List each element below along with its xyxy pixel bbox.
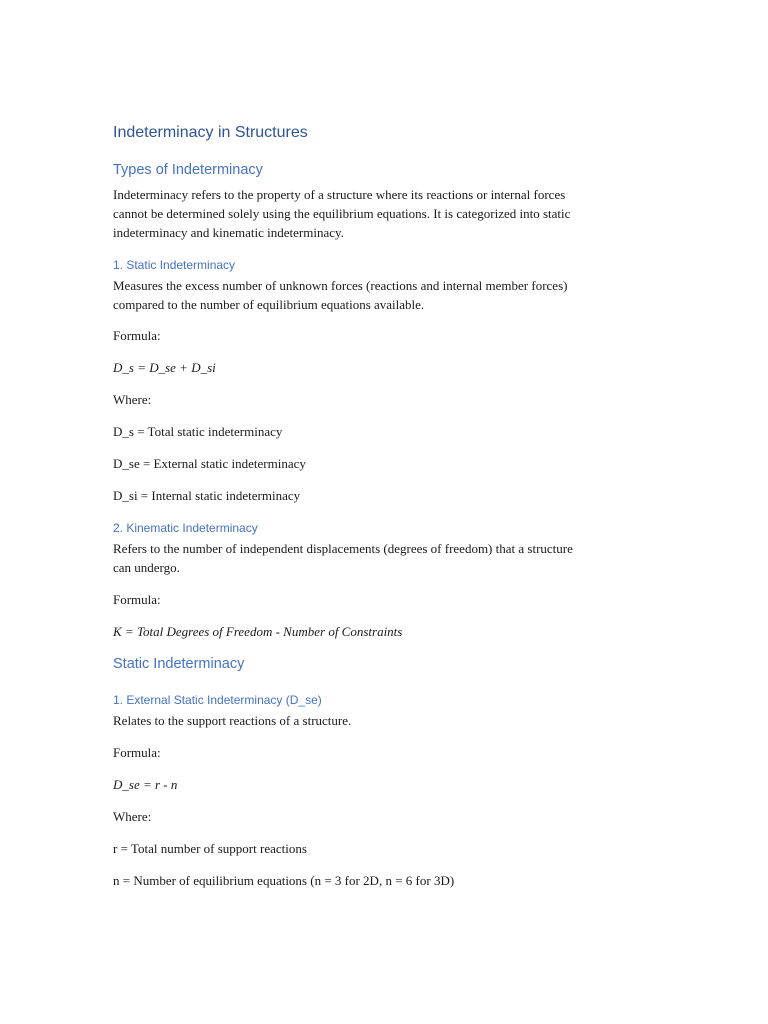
external-formula-label: Formula: <box>113 745 161 760</box>
external-formula: D_se = r - n <box>113 777 178 792</box>
static-description <box>113 276 673 314</box>
external-definition: r = Total number of support reactions <box>113 841 307 856</box>
external-static-subheading: 1. External Static Indeterminacy (D_se) <box>113 693 322 707</box>
static-indeterminacy-subheading: 1. Static Indeterminacy <box>113 258 236 272</box>
static-definition: D_s = Total static indeterminacy <box>113 424 283 439</box>
text-line: Measures the excess number of unknown forces (reactions and internal member forces) <box>113 278 568 293</box>
text-line: compared to the number of equilibrium equations available. <box>113 297 425 312</box>
static-formula-label: Formula: <box>113 328 161 343</box>
kinematic-indeterminacy-subheading: 2. Kinematic Indeterminacy <box>113 521 258 535</box>
text-line: indeterminacy and kinematic indeterminacy. <box>113 225 344 240</box>
document-title: Indeterminacy in Structures <box>113 124 308 141</box>
kinematic-formula: K = Total Degrees of Freedom - Number of Constraints <box>113 624 403 639</box>
kinematic-formula-label: Formula: <box>113 592 161 607</box>
types-intro-paragraph <box>113 185 673 242</box>
types-heading: Types of Indeterminacy <box>113 162 263 178</box>
static-where-label: Where: <box>113 392 152 407</box>
static-definition: D_se = External static indeterminacy <box>113 456 306 471</box>
external-definition: n = Number of equilibrium equations (n = 3 for 2D, n = 6 for 3D) <box>113 873 455 888</box>
static-formula: D_s = D_se + D_si <box>113 360 216 375</box>
external-where-label: Where: <box>113 809 152 824</box>
static-indeterminacy-heading: Static Indeterminacy <box>113 656 245 672</box>
external-description: Relates to the support reactions of a structure. <box>113 713 352 728</box>
kinematic-description <box>113 539 673 577</box>
static-definition: D_si = Internal static indeterminacy <box>113 488 301 503</box>
text-line: can undergo. <box>113 560 180 575</box>
text-line: Refers to the number of independent displacements (degrees of freedom) that a structure <box>113 541 573 556</box>
text-line: Indeterminacy refers to the property of a structure where its reactions or internal forces <box>113 187 566 202</box>
text-line: cannot be determined solely using the equilibrium equations. It is categorized into static <box>113 206 571 221</box>
